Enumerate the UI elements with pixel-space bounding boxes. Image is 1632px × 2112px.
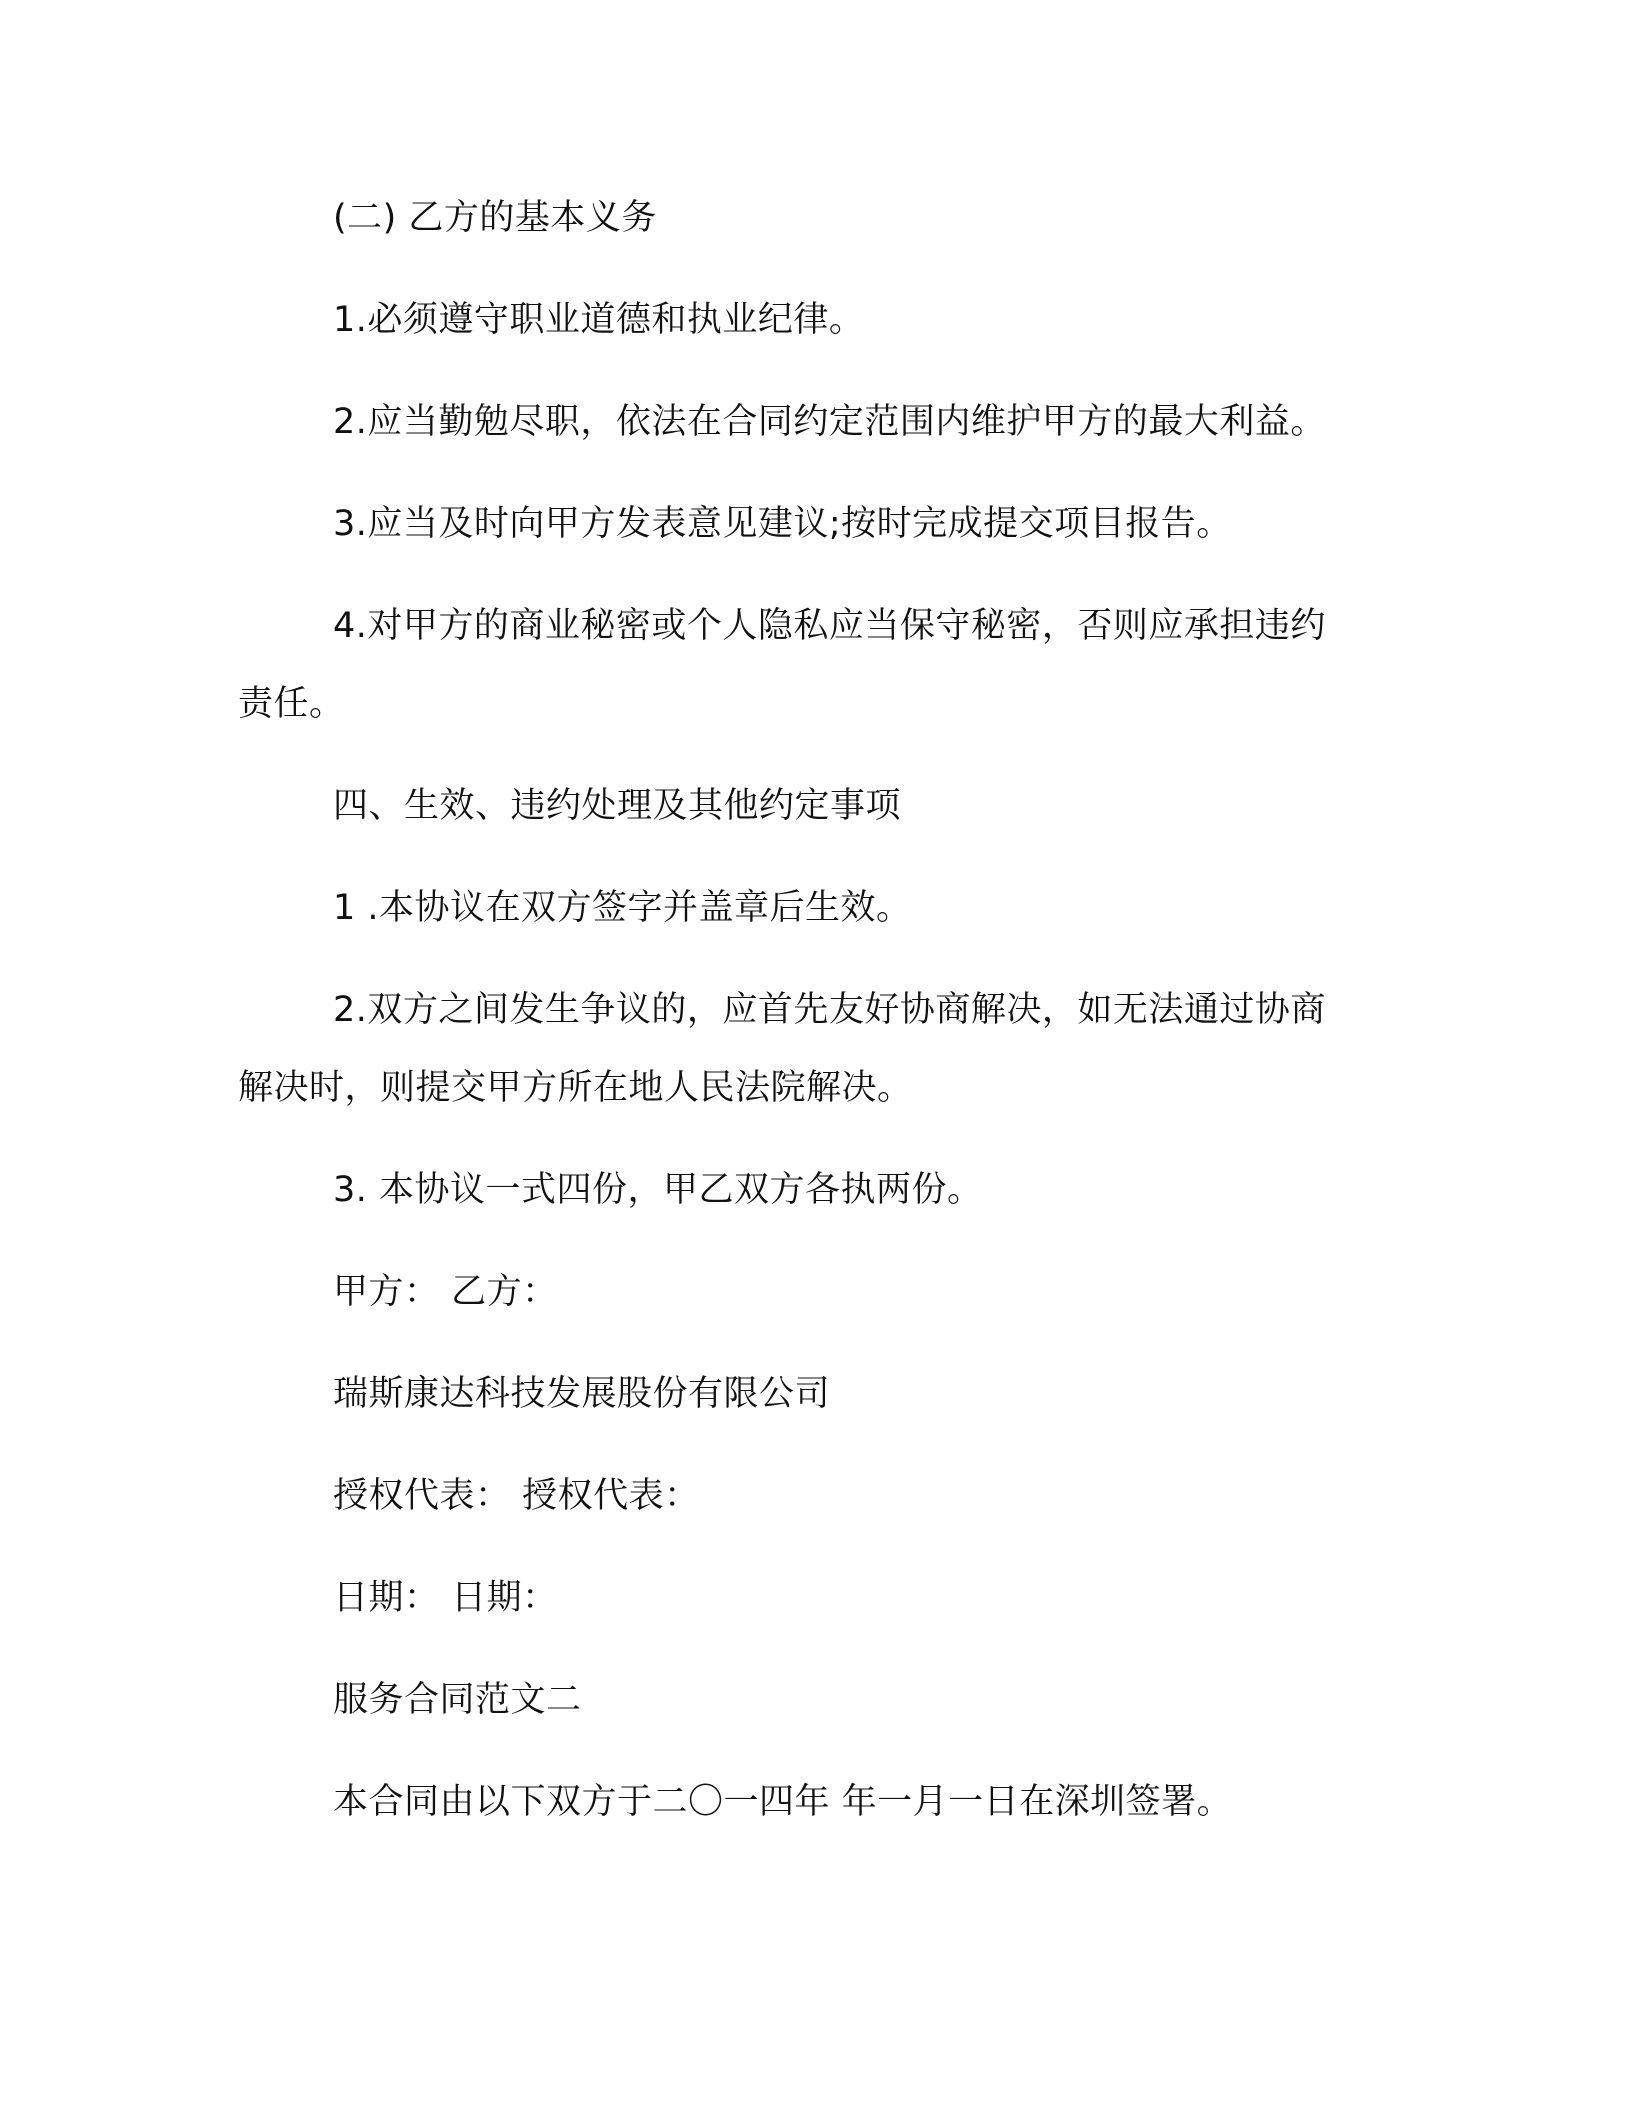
sample-title: 服务合同范文二: [333, 1680, 582, 1720]
paragraph-item-4-continuation: 责任。: [238, 684, 345, 724]
paragraph-item-1: 1.必须遵守职业道德和执业纪律。: [333, 300, 865, 340]
section-heading-effect: 四、生效、违约处理及其他约定事项: [333, 786, 902, 826]
signature-representatives: 授权代表： 授权代表：: [333, 1476, 700, 1516]
paragraph-effect-1: 1 .本协议在双方签字并盖章后生效。: [333, 888, 912, 928]
company-name: 瑞斯康达科技发展股份有限公司: [333, 1374, 831, 1414]
contract-intro: 本合同由以下双方于二〇一四年 年一月一日在深圳签署。: [333, 1782, 1233, 1822]
section-heading-obligations: (二) 乙方的基本义务: [333, 198, 657, 238]
paragraph-item-4: 4.对甲方的商业秘密或个人隐私应当保守秘密，否则应承担违约: [333, 606, 1326, 646]
paragraph-effect-2-continuation: 解决时，则提交甲方所在地人民法院解决。: [238, 1068, 913, 1108]
paragraph-effect-2: 2.双方之间发生争议的，应首先友好协商解决，如无法通过协商: [333, 990, 1326, 1030]
paragraph-item-2: 2.应当勤勉尽职，依法在合同约定范围内维护甲方的最大利益。: [333, 402, 1326, 442]
signature-parties: 甲方： 乙方：: [333, 1272, 558, 1312]
paragraph-effect-3: 3. 本协议一式四份，甲乙双方各执两份。: [333, 1170, 983, 1210]
signature-dates: 日期： 日期：: [333, 1578, 558, 1618]
paragraph-item-3: 3.应当及时向甲方发表意见建议;按时完成提交项目报告。: [333, 504, 1232, 544]
